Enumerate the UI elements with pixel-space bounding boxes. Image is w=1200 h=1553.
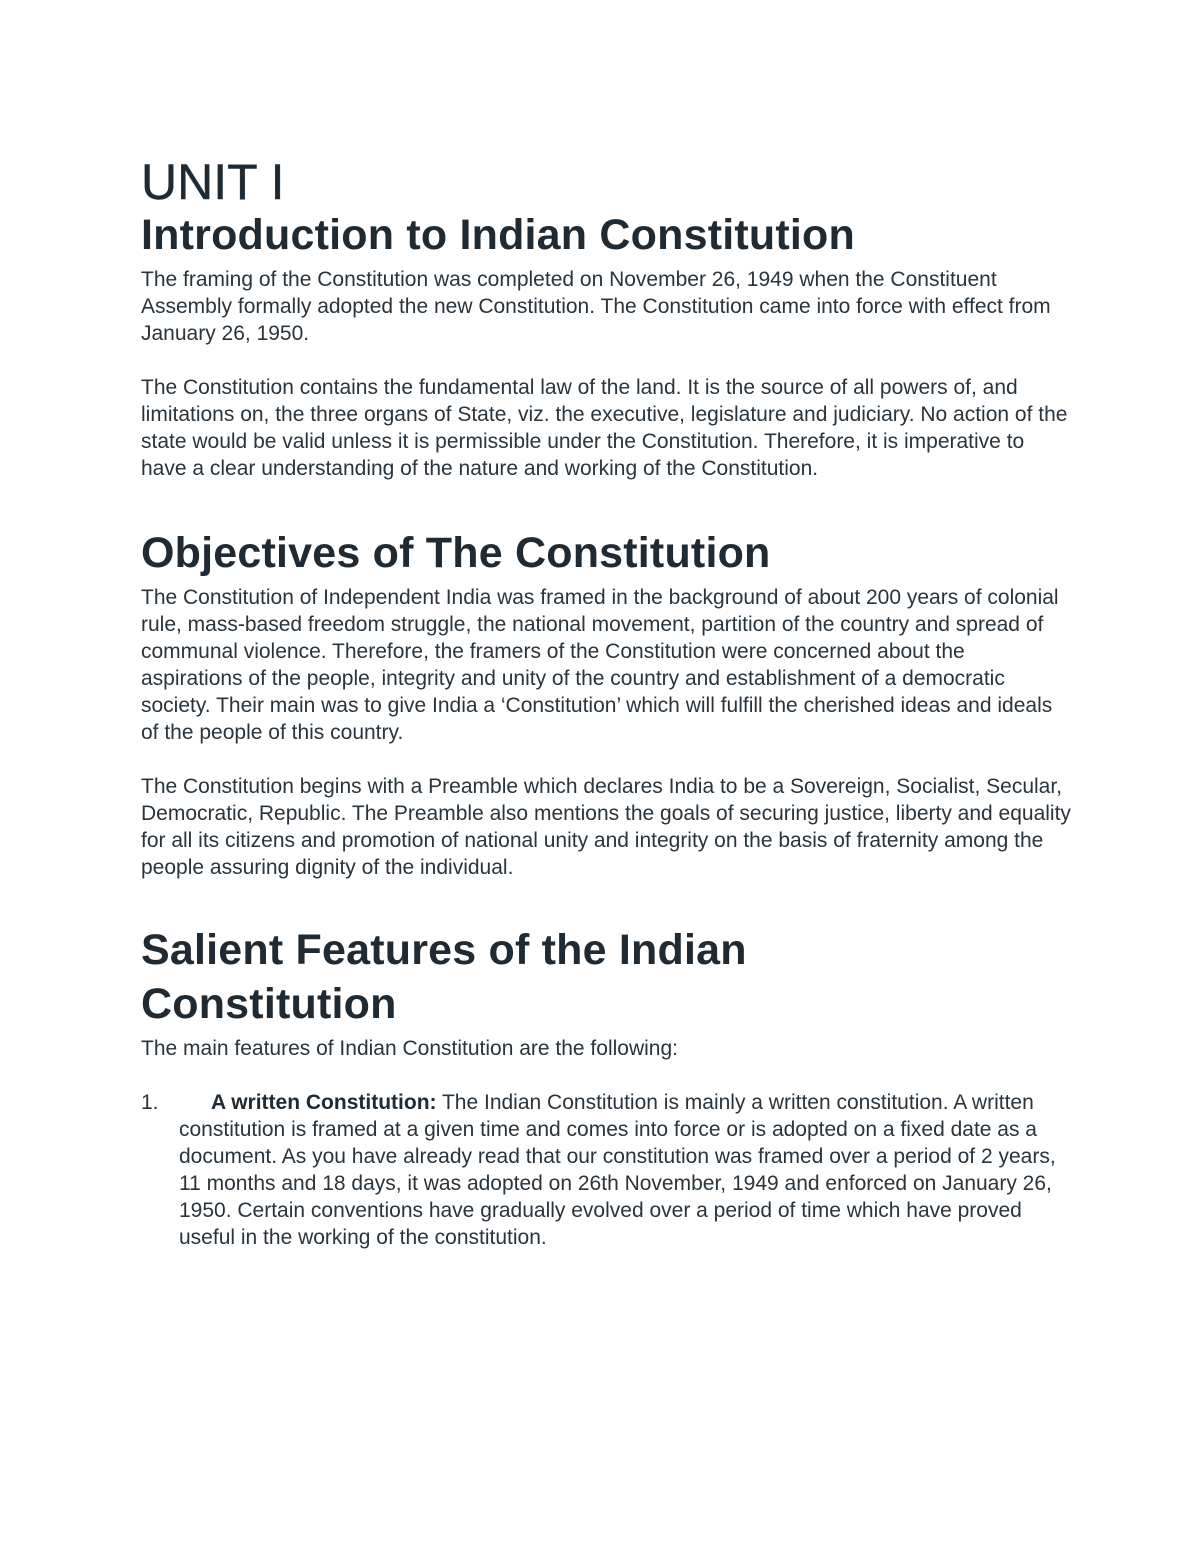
- objectives-paragraph-1: The Constitution of Independent India was framed in the background of about 200 years of colonial rule, mass-based freedom struggle, the national movement, partition of the country and spread of communal violence. Therefore, the framers of the Constitution were concerned about the aspirations of the people, integrity and unity of the country and establishment of a democratic society. Their main was to give India a ‘Constitution’ which will fulfill the cherished ideas and ideals of the people of this country.: [141, 586, 1059, 744]
- document-page: [141, 150, 1071, 1251]
- objectives-paragraph-2: The Constitution begins with a Preamble which declares India to be a Sovereign, Socialist, Secular, Democratic, Republic. The Preamble also mentions the goals of securing justice, liberty and equality for all its citizens and promotion of national unity and integrity on the basis of fraternity among the people assuring dignity of the individual.: [141, 775, 1071, 879]
- heading-introduction: Introduction to Indian Constitution: [141, 211, 855, 259]
- list-item-text: The Indian Constitution is mainly a written constitution. A written constitution is framed at a given time and comes into force or is adopted on a fixed date as a document. As you have already read that our constitution was framed over a period of 2 years, 11 months and 18 days, it was adopted on 26th November, 1949 and enforced on January 26, 1950. Certain conventions have gradually evolved over a period of time which have proved useful in the working of the constitution.: [179, 1091, 1056, 1249]
- section-objectives: [141, 526, 1071, 881]
- list-item-number: 1.: [141, 1091, 159, 1114]
- features-list: [141, 1089, 1071, 1251]
- section-introduction: [141, 208, 1071, 482]
- unit-title: UNIT I: [141, 154, 285, 210]
- intro-paragraph-1: The framing of the Constitution was completed on November 26, 1949 when the Constituent Assembly formally adopted the new Constitution. The Constitution came into force with effect from January 26, 1950.: [141, 268, 1051, 345]
- heading-salient-features: [141, 923, 1071, 1031]
- heading-salient-line-1: Salient Features of the Indian: [141, 926, 747, 974]
- salient-intro: The main features of Indian Constitution are the following:: [141, 1037, 678, 1060]
- intro-paragraph-2: The Constitution contains the fundamental law of the land. It is the source of all powers of, and limitations on, the three organs of State, viz. the executive, legislature and judiciary. No action of the state would be valid unless it is permissible under the Constitution. Therefore, it is imperative to have a clear understanding of the nature and working of the Constitution.: [141, 376, 1068, 480]
- section-salient-features: [141, 923, 1071, 1251]
- list-item-term: A written Constitution:: [211, 1091, 437, 1114]
- list-item: [141, 1089, 1071, 1251]
- heading-objectives: Objectives of The Constitution: [141, 529, 771, 577]
- list-item-body: [179, 1089, 1071, 1251]
- heading-salient-line-2: Constitution: [141, 980, 397, 1028]
